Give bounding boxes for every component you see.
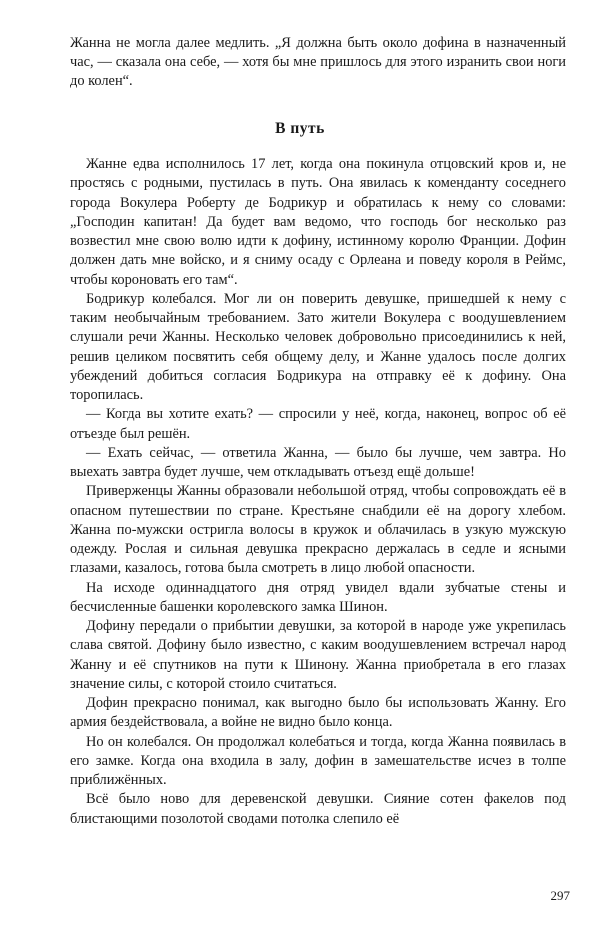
section-body [70, 155, 566, 829]
paragraph: Дофин прекрасно понимал, как выгодно было бы использовать Жанну. Его армия бездействовала, а войне не видно было конца. [70, 695, 566, 731]
paragraph: Бодрикур колебался. Мог ли он поверить девушке, пришедшей к нему с таким необычайным требованием. Зато жители Вокулера с воодушевлением слушали речи Жанны. Несколько человек добровольно присоединились к ней, решив целиком посвятить себя общему делу, и Жанне удалось после долгих убеждений добиться согласия Бодрикура на отправку её к дофину. Она торопилась. [70, 290, 566, 403]
paragraph: — Ехать сейчас, — ответила Жанна, — было бы лучше, чем завтра. Но выехать завтра будет лучше, чем откладывать отъезд ещё дольше! [70, 444, 566, 480]
intro-block [70, 34, 566, 92]
paragraph: Приверженцы Жанны образовали небольшой отряд, чтобы сопровождать её в опасном путешествии по стране. Крестьяне снабдили её на дорогу хлебом. Жанна по-мужски остригла волосы в кружок и облачилась в узкую мужскую одежду. Рослая и сильная девушка прекрасно держалась в седле и ясными глазами, казалось, готова была смотреть в лицо любой опасности. [70, 483, 566, 577]
paragraph: Дофину передали о прибытии девушки, за которой в народе уже укрепилась слава святой. Дофину было известно, с каким воодушевлением встречал народ Жанну и её спутников на пути к Шинону. Жанна приобретала в его глазах значение силы, с которой стоило считаться. [70, 618, 566, 692]
intro-paragraph: Жанна не могла далее медлить. „Я должна быть около дофина в назначенный час, — сказала она себе, — хотя бы мне пришлось для этого изранить свои ноги до колен“. [70, 35, 566, 90]
paragraph: — Когда вы хотите ехать? — спросили у неё, когда, наконец, вопрос об её отъезде был решён. [70, 406, 566, 442]
paragraph: Но он колебался. Он продолжал колебаться и тогда, когда Жанна появилась в его замке. Когда она входила в залу, дофин в замешательстве исчез в толпе приближённых. [70, 733, 566, 788]
page-number: 297 [550, 888, 570, 903]
paragraph: Жанне едва исполнилось 17 лет, когда она покинула отцовский кров и, не простясь с родными, пустилась в путь. Она явилась к коменданту соседнего города Вокулера Роберту де Бодрикур и обратилась к нему со словами: „Господин капитан! Да будет вам ведомо, что господь бог несколько раз возвестил мне свою волю идти к дофину, истинному королю Франции. Дофин должен дать мне войско, и я сниму осаду с Орлеана и поведу короля в Реймс, чтобы короновать его там“. [70, 156, 566, 288]
paragraph: На исходе одиннадцатого дня отряд увидел вдали зубчатые стены и бесчисленные башенки королевского замка Шинон. [70, 579, 566, 615]
section-title: В путь [275, 120, 325, 137]
paragraph: Всё было ново для деревенской девушки. Сияние сотен факелов под блистающими позолотой сводами потолка слепило её [70, 791, 566, 827]
